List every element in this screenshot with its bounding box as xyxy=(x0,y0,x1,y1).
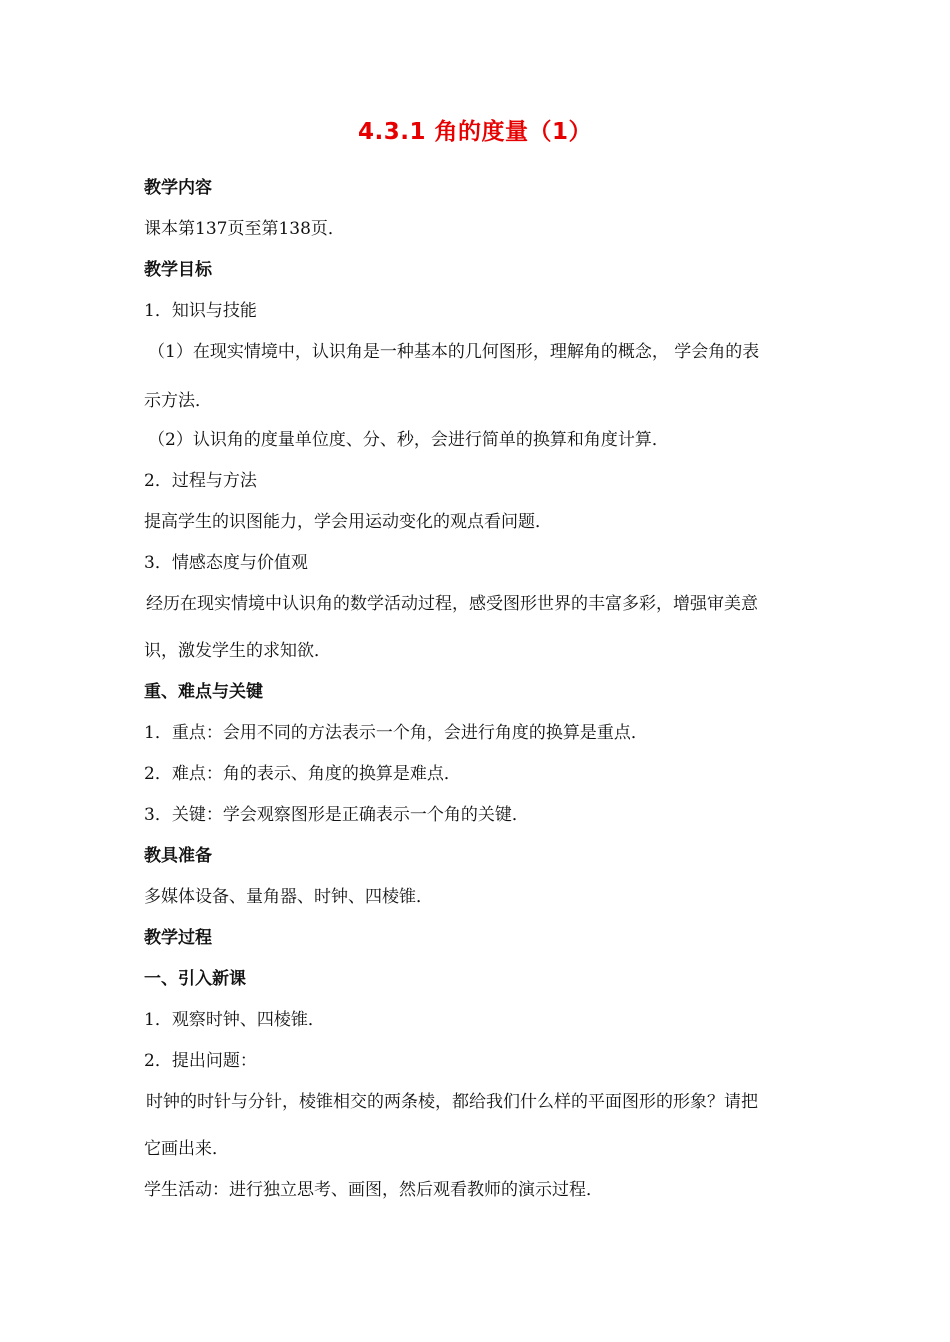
heading-teaching-process: 教学过程 xyxy=(144,928,212,948)
key-point-2: 2．难点：角的表示、角度的换算是难点． xyxy=(144,764,461,784)
goal3-text-line2: 识，激发学生的求知欲． xyxy=(144,641,331,661)
key-point-1: 1．重点：会用不同的方法表示一个角，会进行角度的换算是重点． xyxy=(144,723,648,743)
tools-text: 多媒体设备、量角器、时钟、四棱锥． xyxy=(144,887,433,907)
goal2-text: 提高学生的识图能力，学会用运动变化的观点看问题． xyxy=(144,512,552,532)
content-text: 课本第137页至第138页． xyxy=(144,219,345,239)
document-title: 4.3.1 角的度量（1） xyxy=(358,119,592,145)
heading-teaching-goals: 教学目标 xyxy=(144,260,212,280)
question-line1: 时钟的时针与分针，棱锥相交的两条棱，都给我们什么样的平面图形的形象？请把 xyxy=(146,1092,758,1112)
question-line2: 它画出来． xyxy=(144,1139,229,1159)
goal3-heading: 3．情感态度与价值观 xyxy=(144,553,308,573)
goal1-item2: （2）认识角的度量单位度、分、秒，会进行简单的换算和角度计算． xyxy=(148,430,669,450)
intro-step-2: 2．提出问题： xyxy=(144,1051,257,1071)
goal1-heading: 1．知识与技能 xyxy=(144,301,257,321)
key-point-3: 3．关键：学会观察图形是正确表示一个角的关键． xyxy=(144,805,529,825)
goal2-heading: 2．过程与方法 xyxy=(144,471,257,491)
heading-teaching-tools: 教具准备 xyxy=(144,846,212,866)
goal3-text-line1: 经历在现实情境中认识角的数学活动过程，感受图形世界的丰富多彩，增强审美意 xyxy=(146,594,758,614)
heading-introduce-lesson: 一、引入新课 xyxy=(144,969,246,989)
intro-step-1: 1．观察时钟、四棱锥． xyxy=(144,1010,325,1030)
heading-teaching-content: 教学内容 xyxy=(144,178,212,198)
heading-key-points: 重、难点与关键 xyxy=(144,682,263,702)
goal1-item1-line2: 示方法． xyxy=(144,391,212,411)
goal1-item1-line1: （1）在现实情境中，认识角是一种基本的几何图形，理解角的概念， 学会角的表 xyxy=(148,342,760,362)
student-activity: 学生活动：进行独立思考、画图，然后观看教师的演示过程． xyxy=(144,1180,603,1200)
